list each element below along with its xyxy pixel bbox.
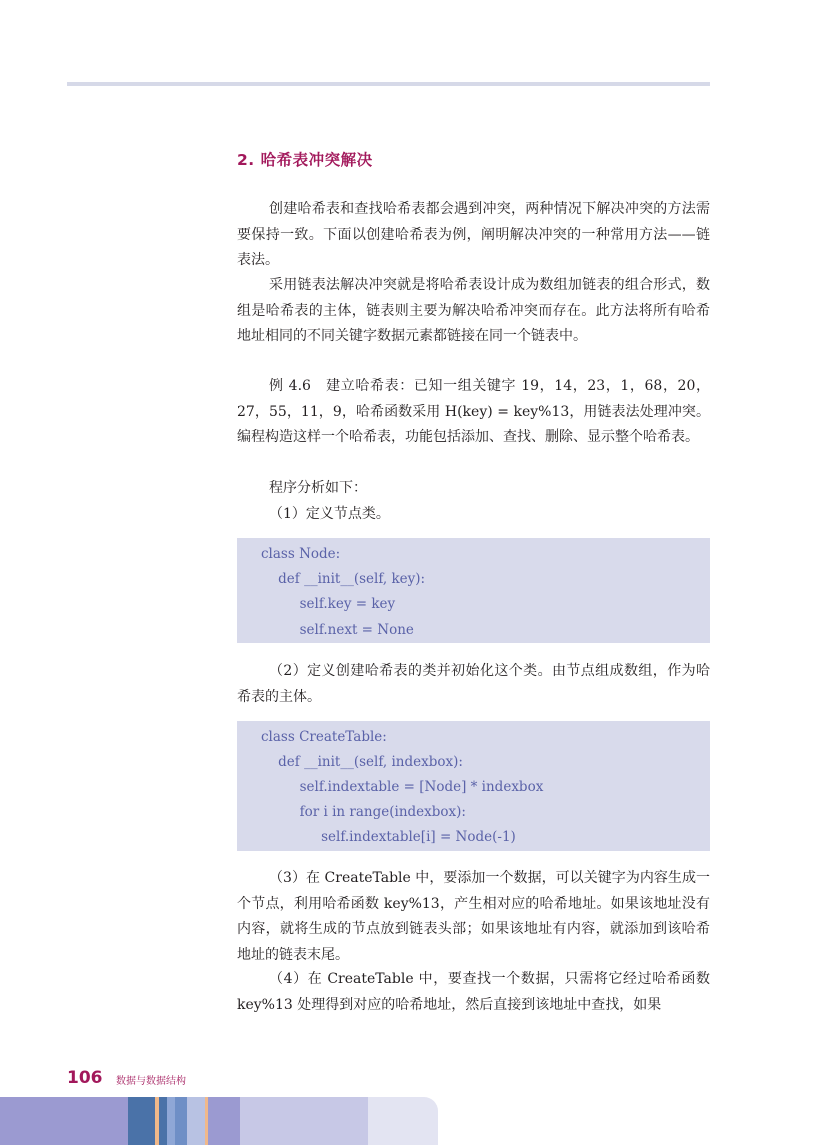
step-4-text: （4）在 CreateTable 中，要查找一个数据，只需将它经过哈希函数 key%13 处理得到对应的哈希地址，然后直接到该地址中查找，如果: [237, 971, 710, 1013]
code-line: class CreateTable:: [261, 729, 387, 745]
page-number: 106: [67, 1068, 103, 1088]
paragraph-analysis: 程序分析如下：: [269, 480, 367, 496]
step-2-text: （2）定义创建哈希表的类并初始化这个类。由节点组成数组，作为哈希表的主体。: [237, 663, 710, 705]
step-1-text: （1）定义节点类。: [269, 506, 390, 522]
top-rule: [67, 82, 710, 86]
code-block-createtable: [237, 721, 710, 851]
code-line: self.next = None: [261, 622, 414, 638]
code-line: class Node:: [261, 546, 341, 562]
section-heading: 2. 哈希表冲突解决: [237, 151, 373, 169]
book-title: 数据与数据结构: [116, 1076, 186, 1087]
paragraph-example: 例 4.6 建立哈希表：已知一组关键字 19，14，23，1，68，20，27，55，11，9，哈希函数采用 H(key) = key%13，用链表法处理冲突。编程构造这样一个哈希表，功能包括添加、查找、删除、显示整个哈希表。: [237, 378, 710, 445]
code-line: for i in range(indexbox):: [261, 804, 466, 820]
paragraph-intro: 创建哈希表和查找哈希表都会遇到冲突，两种情况下解决冲突的方法需要保持一致。下面以创建哈希表为例，阐明解决冲突的一种常用方法——链表法。: [237, 201, 710, 268]
step-3-text: （3）在 CreateTable 中，要添加一个数据，可以关键字为内容生成一个节点，利用哈希函数 key%13，产生相对应的哈希地址。如果该地址没有内容，就将生成的节点放到链表头部；如果该地址有内容，就添加到该哈希地址的链表末尾。: [237, 870, 710, 963]
code-line: self.indextable[i] = Node(-1): [261, 829, 516, 845]
code-line: self.key = key: [261, 596, 396, 612]
code-line: def __init__(self, key):: [261, 571, 426, 587]
code-line: def __init__(self, indexbox):: [261, 754, 463, 770]
code-line: self.indextable = [Node] * indexbox: [261, 779, 544, 795]
paragraph-chaining: 采用链表法解决冲突就是将哈希表设计成为数组加链表的组合形式，数组是哈希表的主体，链表则主要为解决哈希冲突而存在。此方法将所有哈希地址相同的不同关键字数据元素都链接在同一个链表中。: [237, 277, 710, 344]
code-block-node: [237, 538, 710, 643]
